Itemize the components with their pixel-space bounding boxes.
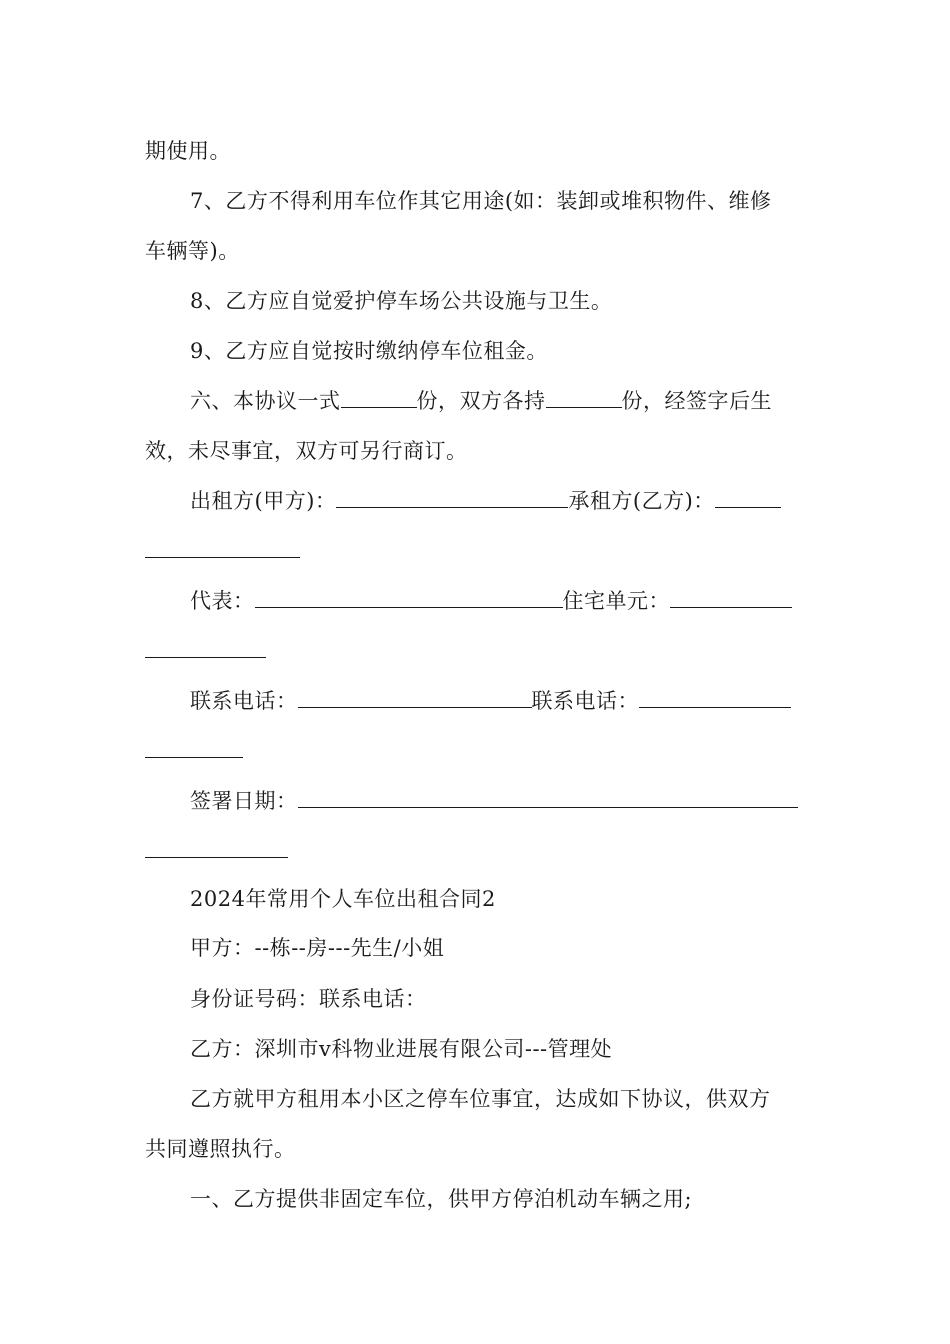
copies-each-blank xyxy=(546,387,622,408)
paragraph-line xyxy=(0,136,950,166)
text: 身份证号码：联系电话： xyxy=(190,987,427,1011)
phone-label: 联系电话： xyxy=(190,689,298,713)
lessee-blank-cont xyxy=(145,557,300,558)
phone-blank-2 xyxy=(639,687,791,708)
text: 一、乙方提供非固定车位，供甲方停泊机动车辆之用; xyxy=(190,1187,693,1211)
text: 期使用。 xyxy=(145,139,231,163)
copies-blank xyxy=(341,387,417,408)
text: 效，未尽事宜，双方可另行商订。 xyxy=(145,439,468,463)
clause-1 xyxy=(0,1184,950,1214)
lessor-blank xyxy=(336,487,568,508)
text: 乙方：深圳市v科物业进展有限公司---管理处 xyxy=(190,1037,613,1061)
agreement-intro-cont xyxy=(0,1134,950,1164)
unit-blank-cont xyxy=(145,657,266,658)
unit-label: 住宅单元： xyxy=(562,589,670,613)
party-a xyxy=(0,933,950,963)
text: 9、乙方应自觉按时缴纳停车位租金。 xyxy=(190,339,548,363)
text: 车辆等)。 xyxy=(145,239,240,263)
text: 甲方：--栋--房---先生/小姐 xyxy=(190,936,445,960)
text: 7、乙方不得利用车位作其它用途(如：装卸或堆积物件、维修 xyxy=(190,189,772,213)
section-title xyxy=(0,884,950,914)
representative-label: 代表： xyxy=(190,589,255,613)
clause-6 xyxy=(0,386,950,416)
representative-line xyxy=(0,586,950,616)
text: 份，经签字后生 xyxy=(621,389,772,413)
text: 8、乙方应自觉爱护停车场公共设施与卫生。 xyxy=(190,289,613,313)
clause-7-cont xyxy=(0,236,950,266)
date-blank xyxy=(298,787,798,808)
clause-7 xyxy=(0,186,950,216)
representative-blank xyxy=(255,587,563,608)
date-line xyxy=(0,786,950,816)
text: 份，双方各持 xyxy=(416,389,546,413)
text: 共同遵照执行。 xyxy=(145,1137,296,1161)
clause-9 xyxy=(0,336,950,366)
date-label: 签署日期： xyxy=(190,789,298,813)
phone-line xyxy=(0,686,950,716)
lessee-label: 承租方(乙方)： xyxy=(568,489,715,513)
id-line xyxy=(0,984,950,1014)
text: 六、本协议一式 xyxy=(190,389,341,413)
date-blank-cont xyxy=(145,857,288,858)
party-b xyxy=(0,1034,950,1064)
clause-6-cont xyxy=(0,436,950,466)
phone-blank-cont xyxy=(145,757,243,758)
phone-blank xyxy=(298,687,532,708)
text: 乙方就甲方租用本小区之停车位事宜，达成如下协议，供双方 xyxy=(190,1087,771,1111)
lessor-label: 出租方(甲方)： xyxy=(190,489,337,513)
lessee-blank xyxy=(715,487,781,508)
unit-blank xyxy=(670,587,792,608)
lessor-line xyxy=(0,486,950,516)
clause-8 xyxy=(0,286,950,316)
text: 2024年常用个人车位出租合同2 xyxy=(190,887,496,911)
phone-label: 联系电话： xyxy=(531,689,639,713)
agreement-intro xyxy=(0,1084,950,1114)
